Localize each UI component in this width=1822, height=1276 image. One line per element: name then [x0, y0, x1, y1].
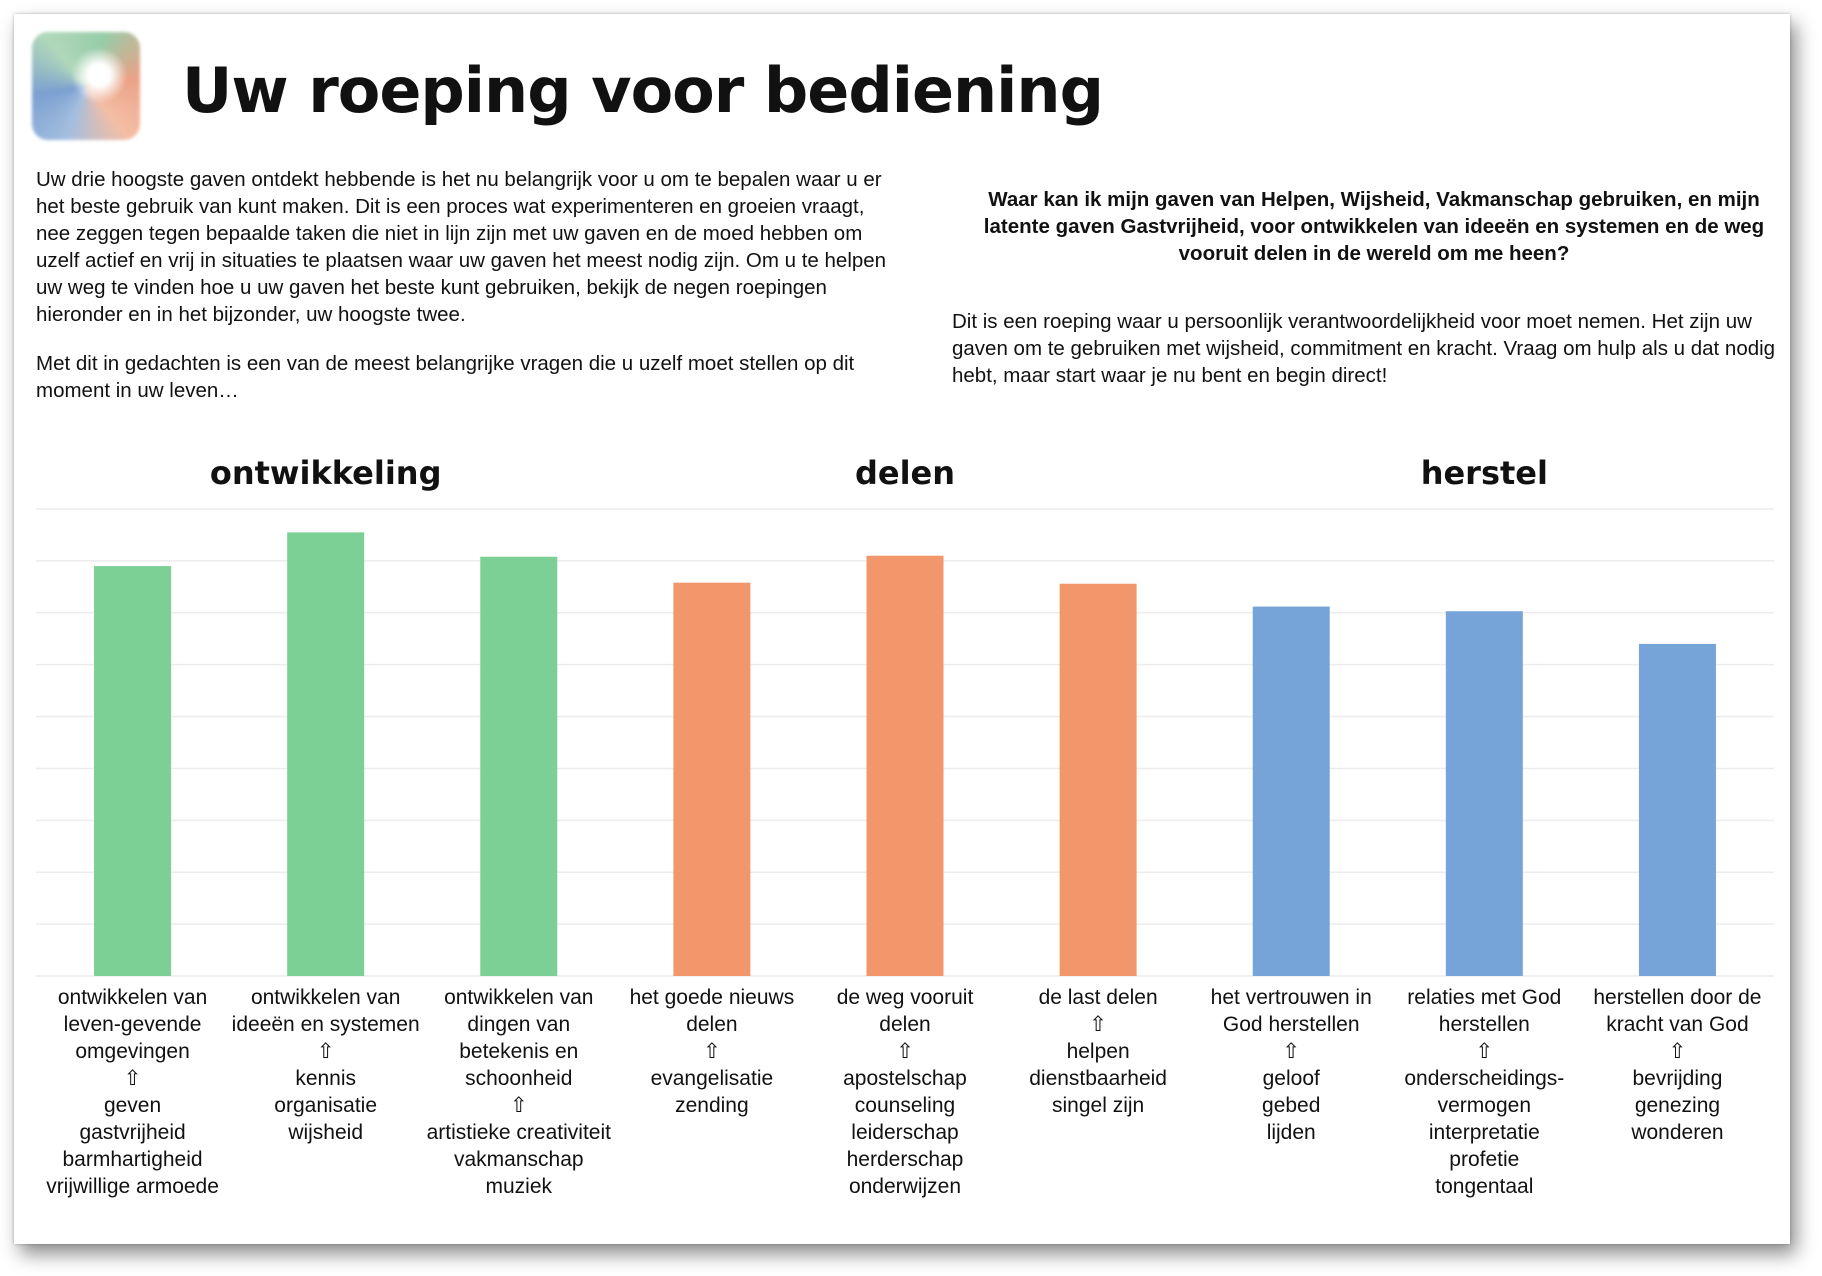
- up-arrow-icon: ⇧: [316, 1040, 335, 1063]
- bar-gift-label: wijsheid: [288, 1121, 364, 1144]
- bar-title-label: ontwikkelen van: [444, 986, 594, 1009]
- calling-answer: Dit is een roeping waar u persoonlijk verantwoordelijkheid voor moet nemen. Het zijn uw gaven om te gebruiken met wijsheid, commitment en kracht. Vraag om hulp als u dat nodig hebt, maar start waar je nu bent en begin direct!: [952, 310, 1776, 387]
- bar: [1639, 644, 1716, 976]
- bar: [1060, 584, 1137, 976]
- bar-gift-label: artistieke creativiteit: [426, 1121, 611, 1144]
- up-arrow-icon: ⇧: [703, 1040, 721, 1063]
- bar: [94, 566, 171, 976]
- up-arrow-icon: ⇧: [123, 1067, 142, 1090]
- bar-gift-label: vrijwillige armoede: [46, 1175, 219, 1198]
- page-title: Uw roeping voor bediening: [182, 54, 1103, 127]
- bar: [287, 532, 364, 976]
- bar-title-label: God herstellen: [1222, 1013, 1360, 1036]
- bar-gift-label: apostelschap: [843, 1067, 967, 1090]
- bar-gift-label: kennis: [295, 1067, 357, 1090]
- bar-title-label: ontwikkelen van: [57, 986, 208, 1009]
- bar: [1253, 607, 1330, 976]
- bar-title-label: de weg vooruit: [836, 986, 974, 1009]
- bar-gift-label: gebed: [1262, 1094, 1321, 1117]
- bar-title-label: het goede nieuws: [629, 986, 795, 1009]
- calling-question: Waar kan ik mijn gaven van Helpen, Wijsheid, Vakmanschap gebruiken, en mijn latente gaven Gastvrijheid, voor ontwikkelen van ideeën en systemen en de weg vooruit delen in de wereld om me heen?: [983, 188, 1765, 265]
- bar-title-label: betekenis en: [459, 1040, 579, 1063]
- bar-gift-label: interpretatie: [1428, 1121, 1540, 1144]
- bar-title-label: het vertrouwen in: [1210, 986, 1372, 1009]
- calling-bar-chart: [14, 14, 1790, 1244]
- bar-gift-label: onderscheidings-: [1404, 1067, 1565, 1090]
- bar-title-label: delen: [879, 1013, 931, 1036]
- bar: [673, 583, 750, 976]
- bar-gift-label: dienstbaarheid: [1029, 1067, 1168, 1090]
- bar-title-label: dingen van: [467, 1013, 571, 1036]
- group-label-herstel: herstel: [1420, 454, 1548, 492]
- bar-gift-label: bevrijding: [1632, 1067, 1723, 1090]
- bar-gift-label: gastvrijheid: [79, 1121, 186, 1144]
- bar-title-label: kracht van God: [1606, 1013, 1749, 1036]
- bar-title-label: leven-gevende: [63, 1013, 202, 1036]
- group-label-ontwikkeling: ontwikkeling: [209, 454, 442, 492]
- page-sheet: [14, 14, 1790, 1244]
- bar-title-label: de last delen: [1038, 986, 1158, 1009]
- bar-gift-label: counseling: [854, 1094, 956, 1117]
- bar-gift-label: vermogen: [1437, 1094, 1532, 1117]
- bar-title-label: schoonheid: [465, 1067, 573, 1090]
- bar-gift-label: zending: [675, 1094, 749, 1117]
- bar-gift-label: herderschap: [846, 1148, 964, 1171]
- up-arrow-icon: ⇧: [1089, 1013, 1107, 1036]
- bar-title-label: ontwikkelen van: [250, 986, 401, 1009]
- bar-title-label: omgevingen: [75, 1040, 190, 1063]
- bar-gift-label: onderwijzen: [848, 1175, 962, 1198]
- up-arrow-icon: ⇧: [896, 1040, 914, 1063]
- bar-gift-label: leiderschap: [851, 1121, 959, 1144]
- bar-title-label: herstellen door de: [1593, 986, 1762, 1009]
- bar: [867, 556, 944, 976]
- bar-gift-label: barmhartigheid: [62, 1148, 203, 1171]
- bar: [480, 557, 557, 976]
- bar-gift-label: vakmanschap: [453, 1148, 584, 1171]
- up-arrow-icon: ⇧: [1668, 1040, 1687, 1063]
- group-label-delen: delen: [854, 454, 956, 492]
- intro-paragraph-1: Uw drie hoogste gaven ontdekt hebbende is het nu belangrijk voor u om te bepalen waar u er het beste gebruik van kunt maken. Dit is een proces wat experimenteren en groeien vraagt, nee zeggen tegen bepaalde taken die niet in lijn zijn met uw gaven en de moed hebben om uzelf actief en vrij in situaties te plaatsen waar uw gaven het meest nodig zijn. Om u te helpen uw weg te vinden hoe u uw gaven het beste kunt gebruiken, bekijk de negen roepingen hieronder en in het bijzonder, uw hoogste twee.: [36, 168, 887, 326]
- up-arrow-icon: ⇧: [1282, 1040, 1301, 1063]
- bar-gift-label: geloof: [1262, 1067, 1320, 1090]
- up-arrow-icon: ⇧: [509, 1094, 528, 1117]
- bar-gift-label: organisatie: [274, 1094, 378, 1117]
- bar-gift-label: muziek: [485, 1175, 553, 1198]
- up-arrow-icon: ⇧: [1475, 1040, 1494, 1063]
- bar-title-label: ideeën en systemen: [231, 1013, 420, 1036]
- bar-gift-label: singel zijn: [1052, 1094, 1145, 1117]
- bar-gift-label: lijden: [1266, 1121, 1316, 1144]
- bar-gift-label: evangelisatie: [650, 1067, 774, 1090]
- bar-title-label: delen: [686, 1013, 738, 1036]
- bar-gift-label: helpen: [1066, 1040, 1130, 1063]
- bar-title-label: herstellen: [1438, 1013, 1530, 1036]
- bar-gift-label: tongentaal: [1435, 1175, 1534, 1198]
- bar-title-label: relaties met God: [1407, 986, 1562, 1009]
- bar-gift-label: profetie: [1449, 1148, 1520, 1171]
- bar: [1446, 611, 1523, 976]
- bar-gift-label: genezing: [1634, 1094, 1721, 1117]
- bar-gift-label: wonderen: [1631, 1121, 1724, 1144]
- bar-gift-label: geven: [103, 1094, 162, 1117]
- intro-paragraph-2: Met dit in gedachten is een van de meest belangrijke vragen die u uzelf moet stellen op dit moment in uw leven…: [36, 352, 855, 402]
